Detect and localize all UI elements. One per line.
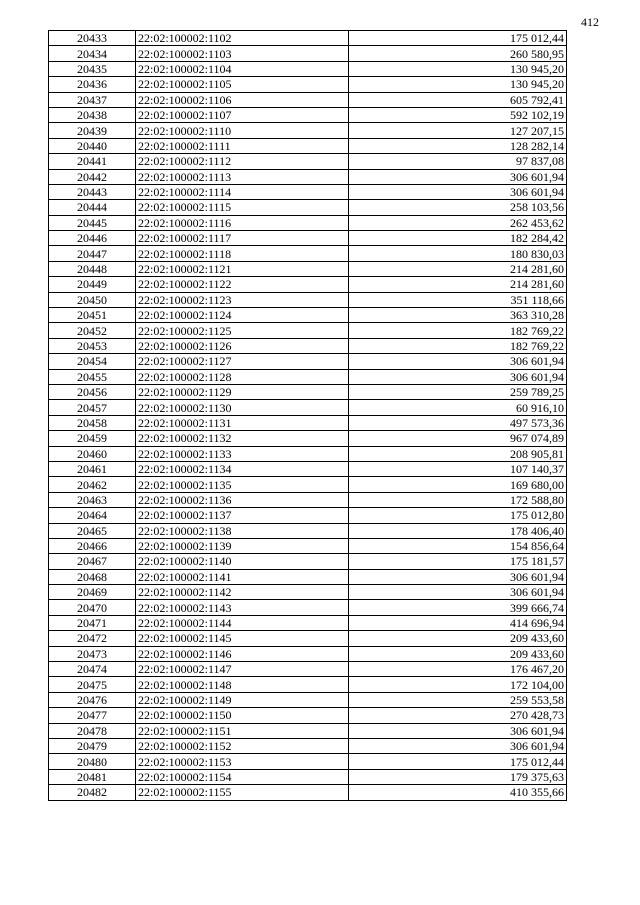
cadastral-value-cell: 97 837,08 — [349, 154, 567, 169]
cadastral-value-cell: 306 601,94 — [349, 184, 567, 199]
row-number-cell: 20480 — [49, 754, 136, 769]
cadastral-number-cell: 22:02:100002:1118 — [136, 246, 349, 261]
cadastral-number-cell: 22:02:100002:1102 — [136, 31, 349, 46]
cadastral-number-cell: 22:02:100002:1103 — [136, 46, 349, 61]
table-row — [49, 215, 567, 230]
table-row — [49, 631, 567, 646]
cadastral-value-cell: 605 792,41 — [349, 92, 567, 107]
table-row — [49, 569, 567, 584]
table-row — [49, 677, 567, 692]
cadastral-number-cell: 22:02:100002:1137 — [136, 508, 349, 523]
table-row — [49, 138, 567, 153]
cadastral-number-cell: 22:02:100002:1112 — [136, 154, 349, 169]
table-row — [49, 431, 567, 446]
cadastral-value-cell: 208 905,81 — [349, 446, 567, 461]
cadastral-number-cell: 22:02:100002:1107 — [136, 107, 349, 122]
cadastral-number-cell: 22:02:100002:1117 — [136, 231, 349, 246]
row-number-cell: 20453 — [49, 338, 136, 353]
cadastral-number-cell: 22:02:100002:1131 — [136, 415, 349, 430]
cadastral-number-cell: 22:02:100002:1113 — [136, 169, 349, 184]
cadastral-number-cell: 22:02:100002:1130 — [136, 400, 349, 415]
cadastral-number-cell: 22:02:100002:1104 — [136, 61, 349, 76]
table-row — [49, 92, 567, 107]
table-row — [49, 231, 567, 246]
row-number-cell: 20440 — [49, 138, 136, 153]
row-number-cell: 20478 — [49, 723, 136, 738]
table-row — [49, 46, 567, 61]
table-row — [49, 785, 567, 800]
cadastral-number-cell: 22:02:100002:1106 — [136, 92, 349, 107]
table-row — [49, 400, 567, 415]
cadastral-value-cell: 182 769,22 — [349, 323, 567, 338]
row-number-cell: 20458 — [49, 415, 136, 430]
row-number-cell: 20452 — [49, 323, 136, 338]
table-row — [49, 338, 567, 353]
table-row — [49, 492, 567, 507]
cadastral-number-cell: 22:02:100002:1146 — [136, 646, 349, 661]
row-number-cell: 20455 — [49, 369, 136, 384]
cadastral-number-cell: 22:02:100002:1126 — [136, 338, 349, 353]
cadastral-value-cell: 306 601,94 — [349, 723, 567, 738]
table-row — [49, 738, 567, 753]
table-row — [49, 292, 567, 307]
table-row — [49, 384, 567, 399]
cadastral-value-cell: 175 012,44 — [349, 31, 567, 46]
cadastral-value-cell: 60 916,10 — [349, 400, 567, 415]
cadastral-number-cell: 22:02:100002:1151 — [136, 723, 349, 738]
cadastral-value-cell: 306 601,94 — [349, 569, 567, 584]
row-number-cell: 20438 — [49, 107, 136, 122]
table-row — [49, 277, 567, 292]
row-number-cell: 20441 — [49, 154, 136, 169]
cadastral-number-cell: 22:02:100002:1129 — [136, 384, 349, 399]
row-number-cell: 20469 — [49, 585, 136, 600]
row-number-cell: 20459 — [49, 431, 136, 446]
cadastral-value-cell: 175 012,80 — [349, 508, 567, 523]
cadastral-number-cell: 22:02:100002:1138 — [136, 523, 349, 538]
cadastral-value-cell: 399 666,74 — [349, 600, 567, 615]
cadastral-value-cell: 414 696,94 — [349, 615, 567, 630]
row-number-cell: 20464 — [49, 508, 136, 523]
row-number-cell: 20468 — [49, 569, 136, 584]
cadastral-value-cell: 128 282,14 — [349, 138, 567, 153]
cadastral-value-cell: 259 789,25 — [349, 384, 567, 399]
cadastral-value-cell: 175 012,44 — [349, 754, 567, 769]
cadastral-number-cell: 22:02:100002:1136 — [136, 492, 349, 507]
table-row — [49, 692, 567, 707]
row-number-cell: 20447 — [49, 246, 136, 261]
cadastral-number-cell: 22:02:100002:1114 — [136, 184, 349, 199]
cadastral-value-cell: 179 375,63 — [349, 769, 567, 784]
table-row — [49, 184, 567, 199]
cadastral-value-cell: 497 573,36 — [349, 415, 567, 430]
table-row — [49, 646, 567, 661]
cadastral-value-cell: 154 856,64 — [349, 538, 567, 553]
row-number-cell: 20461 — [49, 461, 136, 476]
cadastral-value-table — [48, 30, 567, 801]
row-number-cell: 20437 — [49, 92, 136, 107]
cadastral-value-cell: 180 830,03 — [349, 246, 567, 261]
row-number-cell: 20450 — [49, 292, 136, 307]
cadastral-value-cell: 262 453,62 — [349, 215, 567, 230]
row-number-cell: 20448 — [49, 261, 136, 276]
cadastral-value-cell: 410 355,66 — [349, 785, 567, 800]
row-number-cell: 20471 — [49, 615, 136, 630]
cadastral-number-cell: 22:02:100002:1139 — [136, 538, 349, 553]
cadastral-number-cell: 22:02:100002:1153 — [136, 754, 349, 769]
cadastral-value-cell: 351 118,66 — [349, 292, 567, 307]
row-number-cell: 20465 — [49, 523, 136, 538]
table-row — [49, 538, 567, 553]
cadastral-number-cell: 22:02:100002:1140 — [136, 554, 349, 569]
table-row — [49, 369, 567, 384]
row-number-cell: 20462 — [49, 477, 136, 492]
row-number-cell: 20473 — [49, 646, 136, 661]
table-row — [49, 200, 567, 215]
table-row — [49, 477, 567, 492]
table-row — [49, 523, 567, 538]
cadastral-number-cell: 22:02:100002:1155 — [136, 785, 349, 800]
row-number-cell: 20482 — [49, 785, 136, 800]
cadastral-value-cell: 260 580,95 — [349, 46, 567, 61]
cadastral-value-cell: 169 680,00 — [349, 477, 567, 492]
row-number-cell: 20444 — [49, 200, 136, 215]
cadastral-value-cell: 130 945,20 — [349, 77, 567, 92]
cadastral-number-cell: 22:02:100002:1144 — [136, 615, 349, 630]
cadastral-number-cell: 22:02:100002:1148 — [136, 677, 349, 692]
cadastral-number-cell: 22:02:100002:1125 — [136, 323, 349, 338]
table-row — [49, 77, 567, 92]
row-number-cell: 20481 — [49, 769, 136, 784]
table-row — [49, 31, 567, 46]
cadastral-number-cell: 22:02:100002:1121 — [136, 261, 349, 276]
cadastral-value-cell: 306 601,94 — [349, 169, 567, 184]
row-number-cell: 20446 — [49, 231, 136, 246]
cadastral-value-cell: 172 588,80 — [349, 492, 567, 507]
cadastral-value-cell: 258 103,56 — [349, 200, 567, 215]
cadastral-number-cell: 22:02:100002:1132 — [136, 431, 349, 446]
row-number-cell: 20467 — [49, 554, 136, 569]
table-row — [49, 585, 567, 600]
page-number: 412 — [581, 15, 599, 29]
cadastral-value-cell: 172 104,00 — [349, 677, 567, 692]
cadastral-value-cell: 182 769,22 — [349, 338, 567, 353]
row-number-cell: 20463 — [49, 492, 136, 507]
table-row — [49, 354, 567, 369]
cadastral-value-cell: 592 102,19 — [349, 107, 567, 122]
cadastral-number-cell: 22:02:100002:1143 — [136, 600, 349, 615]
cadastral-value-cell: 209 433,60 — [349, 646, 567, 661]
table-row — [49, 662, 567, 677]
table-row — [49, 723, 567, 738]
cadastral-number-cell: 22:02:100002:1145 — [136, 631, 349, 646]
cadastral-value-cell: 175 181,57 — [349, 554, 567, 569]
cadastral-number-cell: 22:02:100002:1110 — [136, 123, 349, 138]
cadastral-number-cell: 22:02:100002:1152 — [136, 738, 349, 753]
row-number-cell: 20435 — [49, 61, 136, 76]
row-number-cell: 20466 — [49, 538, 136, 553]
table-row — [49, 246, 567, 261]
table-row — [49, 754, 567, 769]
cadastral-value-cell: 270 428,73 — [349, 708, 567, 723]
table-row — [49, 261, 567, 276]
row-number-cell: 20454 — [49, 354, 136, 369]
cadastral-value-cell: 178 406,40 — [349, 523, 567, 538]
cadastral-value-cell: 209 433,60 — [349, 631, 567, 646]
cadastral-number-cell: 22:02:100002:1133 — [136, 446, 349, 461]
cadastral-number-cell: 22:02:100002:1116 — [136, 215, 349, 230]
cadastral-value-cell: 259 553,58 — [349, 692, 567, 707]
cadastral-number-cell: 22:02:100002:1115 — [136, 200, 349, 215]
cadastral-number-cell: 22:02:100002:1154 — [136, 769, 349, 784]
row-number-cell: 20457 — [49, 400, 136, 415]
table-row — [49, 615, 567, 630]
cadastral-value-cell: 214 281,60 — [349, 261, 567, 276]
row-number-cell: 20451 — [49, 308, 136, 323]
cadastral-value-cell: 127 207,15 — [349, 123, 567, 138]
row-number-cell: 20442 — [49, 169, 136, 184]
table-row — [49, 107, 567, 122]
row-number-cell: 20475 — [49, 677, 136, 692]
cadastral-number-cell: 22:02:100002:1150 — [136, 708, 349, 723]
cadastral-number-cell: 22:02:100002:1134 — [136, 461, 349, 476]
cadastral-number-cell: 22:02:100002:1127 — [136, 354, 349, 369]
table-body — [49, 31, 567, 801]
cadastral-number-cell: 22:02:100002:1128 — [136, 369, 349, 384]
table-row — [49, 169, 567, 184]
row-number-cell: 20472 — [49, 631, 136, 646]
row-number-cell: 20460 — [49, 446, 136, 461]
cadastral-value-cell: 182 284,42 — [349, 231, 567, 246]
cadastral-number-cell: 22:02:100002:1105 — [136, 77, 349, 92]
table-row — [49, 446, 567, 461]
cadastral-value-cell: 363 310,28 — [349, 308, 567, 323]
cadastral-number-cell: 22:02:100002:1122 — [136, 277, 349, 292]
table-row — [49, 600, 567, 615]
table-row — [49, 61, 567, 76]
cadastral-number-cell: 22:02:100002:1141 — [136, 569, 349, 584]
table-row — [49, 154, 567, 169]
cadastral-value-cell: 967 074,89 — [349, 431, 567, 446]
cadastral-number-cell: 22:02:100002:1142 — [136, 585, 349, 600]
cadastral-value-cell: 107 140,37 — [349, 461, 567, 476]
row-number-cell: 20479 — [49, 738, 136, 753]
table-row — [49, 308, 567, 323]
row-number-cell: 20433 — [49, 31, 136, 46]
row-number-cell: 20477 — [49, 708, 136, 723]
table-row — [49, 769, 567, 784]
row-number-cell: 20436 — [49, 77, 136, 92]
cadastral-value-cell: 306 601,94 — [349, 585, 567, 600]
cadastral-value-cell: 306 601,94 — [349, 369, 567, 384]
row-number-cell: 20476 — [49, 692, 136, 707]
cadastral-value-cell: 176 467,20 — [349, 662, 567, 677]
table-row — [49, 323, 567, 338]
cadastral-number-cell: 22:02:100002:1149 — [136, 692, 349, 707]
cadastral-number-cell: 22:02:100002:1111 — [136, 138, 349, 153]
cadastral-value-cell: 306 601,94 — [349, 738, 567, 753]
row-number-cell: 20434 — [49, 46, 136, 61]
cadastral-number-cell: 22:02:100002:1124 — [136, 308, 349, 323]
row-number-cell: 20470 — [49, 600, 136, 615]
row-number-cell: 20439 — [49, 123, 136, 138]
cadastral-value-cell: 306 601,94 — [349, 354, 567, 369]
cadastral-number-cell: 22:02:100002:1123 — [136, 292, 349, 307]
table-row — [49, 554, 567, 569]
table-row — [49, 461, 567, 476]
cadastral-number-cell: 22:02:100002:1147 — [136, 662, 349, 677]
row-number-cell: 20449 — [49, 277, 136, 292]
table-row — [49, 415, 567, 430]
row-number-cell: 20456 — [49, 384, 136, 399]
row-number-cell: 20443 — [49, 184, 136, 199]
cadastral-value-cell: 214 281,60 — [349, 277, 567, 292]
cadastral-number-cell: 22:02:100002:1135 — [136, 477, 349, 492]
table-row — [49, 508, 567, 523]
table-row — [49, 123, 567, 138]
row-number-cell: 20445 — [49, 215, 136, 230]
table-row — [49, 708, 567, 723]
row-number-cell: 20474 — [49, 662, 136, 677]
cadastral-value-cell: 130 945,20 — [349, 61, 567, 76]
